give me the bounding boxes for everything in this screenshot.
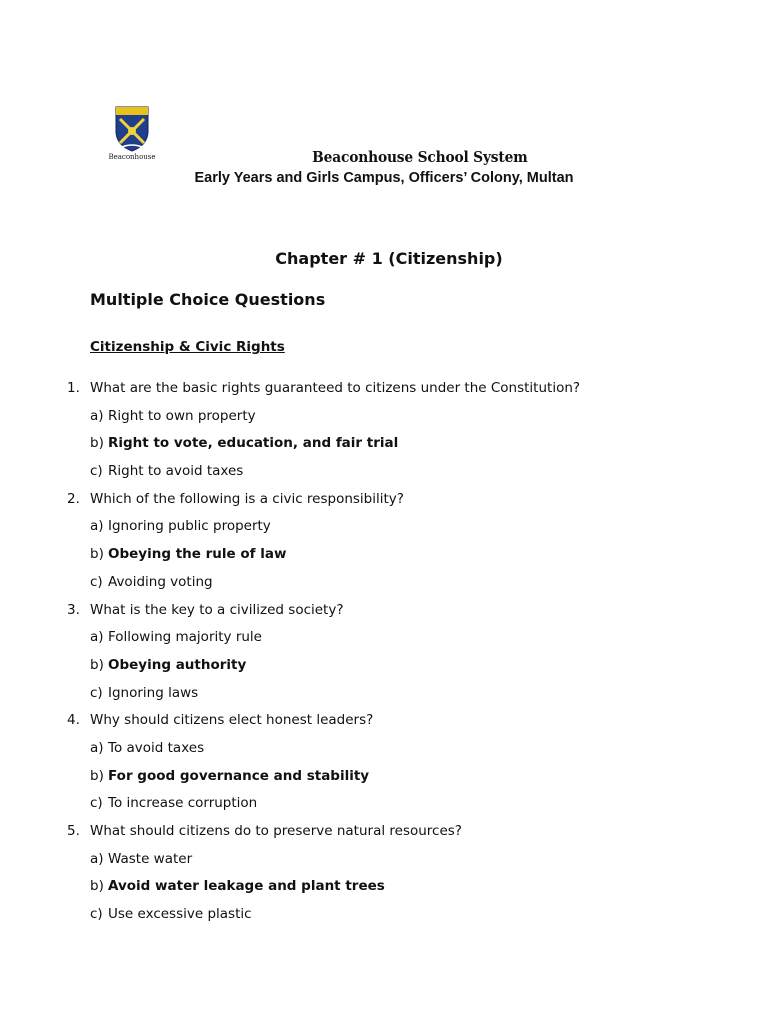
option-b-correct <box>0 655 768 683</box>
option-text: Right to vote, education, and fair trial <box>108 435 399 452</box>
option-b-correct <box>0 876 768 904</box>
question-number: 2. <box>67 490 80 507</box>
option-a <box>0 627 768 655</box>
option-c <box>0 683 768 711</box>
option-letter: a) <box>90 850 104 867</box>
logo-caption: Beaconhouse <box>108 153 156 161</box>
option-c <box>0 572 768 600</box>
option-text: Right to own property <box>108 407 256 424</box>
option-text: Ignoring public property <box>108 518 271 535</box>
question-line <box>0 821 768 849</box>
question-text: Which of the following is a civic responsibility? <box>90 490 404 507</box>
option-letter: c) <box>90 906 103 923</box>
option-c <box>0 461 768 489</box>
option-c <box>0 793 768 821</box>
option-b-correct <box>0 544 768 572</box>
option-a <box>0 849 768 877</box>
option-letter: b) <box>90 435 104 452</box>
question-item <box>0 489 768 600</box>
question-text: What are the basic rights guaranteed to citizens under the Constitution? <box>90 380 581 396</box>
question-text: What should citizens do to preserve natural resources? <box>90 823 462 839</box>
question-item <box>0 378 768 489</box>
option-letter: c) <box>90 795 103 812</box>
question-line <box>0 489 768 517</box>
question-item <box>0 600 768 711</box>
question-item <box>0 710 768 821</box>
option-letter: a) <box>90 739 104 756</box>
option-a <box>0 738 768 766</box>
school-name: Beaconhouse School System <box>312 148 528 166</box>
campus-name: Early Years and Girls Campus, Officers’ Colony, Multan <box>194 170 574 186</box>
section-title: Multiple Choice Questions <box>90 290 326 309</box>
option-text: Avoiding voting <box>108 573 213 590</box>
question-number: 1. <box>67 380 80 396</box>
option-letter: c) <box>90 573 103 590</box>
option-letter: b) <box>90 546 104 563</box>
question-text: What is the key to a civilized society? <box>90 601 344 618</box>
question-line <box>0 710 768 738</box>
option-text: Waste water <box>108 850 193 867</box>
option-letter: c) <box>90 684 103 701</box>
option-b-correct <box>0 766 768 794</box>
option-b-correct <box>0 433 768 461</box>
option-text: Right to avoid taxes <box>108 463 244 480</box>
subsection-title: Citizenship & Civic Rights <box>90 339 285 355</box>
question-item <box>0 821 768 932</box>
option-letter: a) <box>90 407 104 424</box>
question-line <box>0 600 768 628</box>
question-list <box>0 378 768 932</box>
option-letter: a) <box>90 629 104 646</box>
option-text: Obeying the rule of law <box>108 546 287 563</box>
option-a <box>0 406 768 434</box>
option-letter: b) <box>90 878 104 895</box>
option-letter: c) <box>90 463 103 480</box>
question-number: 4. <box>67 712 80 729</box>
option-text: Following majority rule <box>108 629 262 646</box>
option-text: Use excessive plastic <box>108 906 252 923</box>
option-text: Obeying authority <box>108 656 247 673</box>
option-a <box>0 516 768 544</box>
question-number: 5. <box>67 823 80 839</box>
chapter-title: Chapter # 1 (Citizenship) <box>275 249 503 268</box>
question-number: 3. <box>67 601 80 618</box>
option-letter: a) <box>90 518 104 535</box>
question-line <box>0 378 768 406</box>
option-text: Ignoring laws <box>108 684 199 701</box>
option-text: For good governance and stability <box>108 767 370 784</box>
question-text: Why should citizens elect honest leaders? <box>90 712 374 729</box>
option-text: To increase corruption <box>108 795 258 812</box>
option-letter: b) <box>90 767 104 784</box>
option-text: Avoid water leakage and plant trees <box>108 878 385 895</box>
option-text: To avoid taxes <box>108 739 205 756</box>
option-letter: b) <box>90 656 104 673</box>
option-c <box>0 904 768 932</box>
